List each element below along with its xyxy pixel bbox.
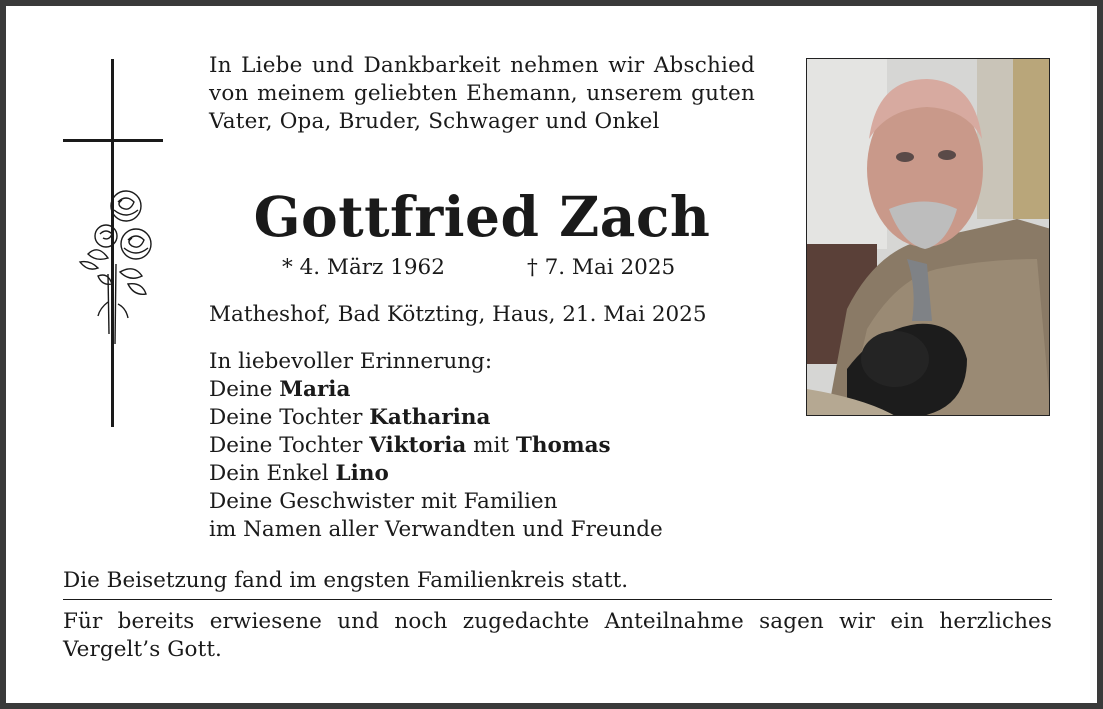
mourner-line: im Namen aller Verwandten und Freunde — [209, 517, 663, 542]
thanks-note: Für bereits erwiesene und noch zugedachte Anteilnahme sagen wir ein herzliches Vergelt’s Gott. — [63, 609, 1052, 662]
death-date: † 7. Mai 2025 — [527, 255, 676, 280]
cross-icon-bar — [63, 139, 163, 142]
place-date: Matheshof, Bad Kötzting, Haus, 21. Mai 2025 — [209, 302, 707, 327]
birth-date: * 4. März 1962 — [282, 255, 445, 280]
burial-note: Die Beisetzung fand im engsten Familienkreis statt. — [63, 568, 629, 593]
mourner-line: Deine Geschwister mit Familien — [209, 489, 558, 514]
mourner-line: Dein Enkel Lino — [209, 461, 389, 486]
mourner-line: Deine Maria — [209, 377, 351, 402]
mourner-line: Deine Tochter Katharina — [209, 405, 491, 430]
mourner-line: Deine Tochter Viktoria mit Thomas — [209, 433, 611, 458]
divider — [63, 599, 1052, 600]
portrait-photo — [806, 58, 1050, 416]
deceased-name: Gottfried Zach — [253, 184, 711, 249]
roses-icon — [78, 184, 160, 352]
mourners-list — [209, 348, 789, 544]
mourners-heading: In liebevoller Erinnerung: — [209, 349, 493, 374]
intro-text: In Liebe und Dankbarkeit nehmen wir Abschied von meinem geliebten Ehemann, unserem guten Vater, Opa, Bruder, Schwager und Onkel — [209, 53, 755, 134]
